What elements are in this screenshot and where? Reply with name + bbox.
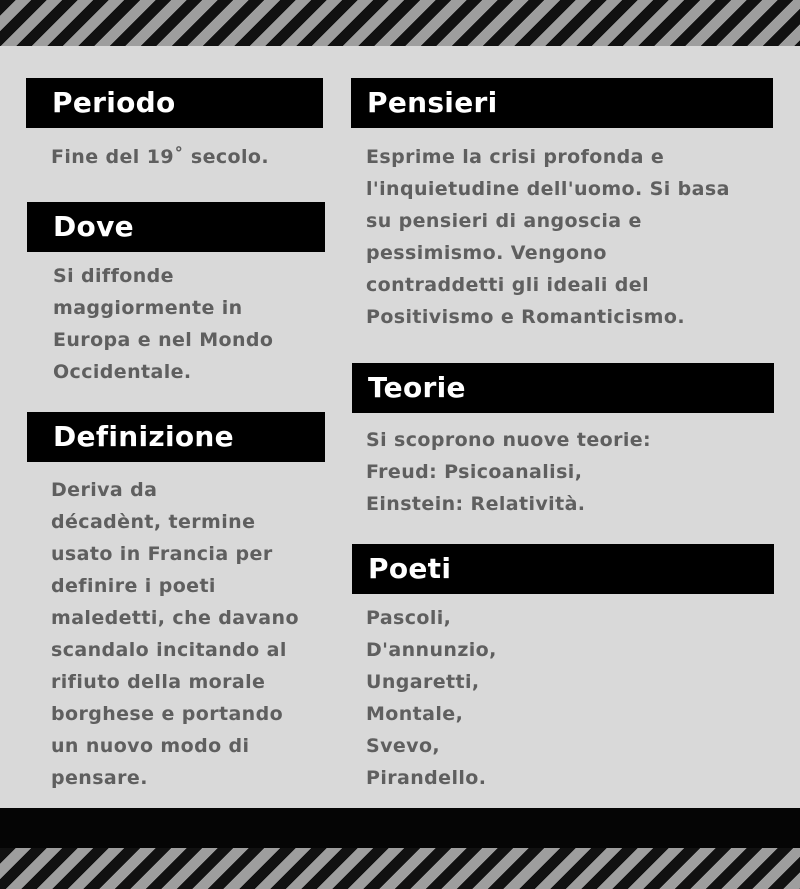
pensieri-text: Esprime la crisi profonda e l'inquietudine dell'uomo. Si basa su pensieri di angoscia e pessimismo. Vengono contraddetti gli ideali del Positivismo e Romanticismo. [366, 146, 730, 328]
poeti-heading: Poeti [352, 544, 774, 594]
periodo-heading: Periodo [26, 78, 323, 128]
dove-heading: Dove [27, 202, 325, 252]
pensieri-heading: Pensieri [351, 78, 773, 128]
teorie-heading: Teorie [352, 363, 774, 413]
top-stripe-border [0, 0, 800, 46]
periodo-text: Fine del 19˚ secolo. [51, 146, 269, 168]
bottom-stripe-border [0, 848, 800, 889]
dove-text: Si diffonde maggiormente in Europa e nel Mondo Occidentale. [53, 265, 274, 383]
bottom-black-band [0, 808, 800, 848]
teorie-text: Si scoprono nuove teorie: Freud: Psicoanalisi, Einstein: Relatività. [366, 429, 652, 515]
poeti-text: Pascoli, D'annunzio, Ungaretti, Montale, Svevo, Pirandello. [366, 607, 497, 789]
definizione-text: Deriva da décadènt, termine usato in Francia per definire i poeti maledetti, che davano scandalo incitando al rifiuto della morale borghese e portando un nuovo modo di pensare. [51, 479, 299, 789]
definizione-heading: Definizione [27, 412, 325, 462]
